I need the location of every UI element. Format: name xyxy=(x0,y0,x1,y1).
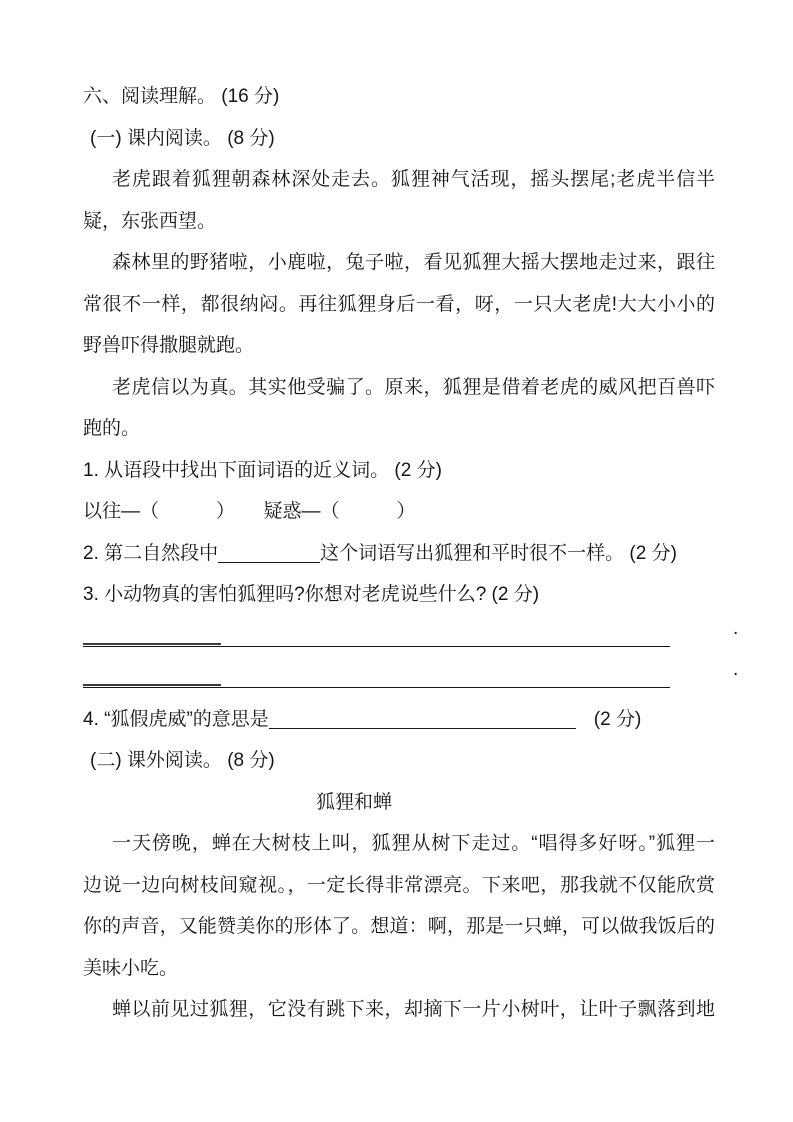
part1-passage-line: 野兽吓得撒腿就跑。 xyxy=(83,335,255,356)
answer-underline xyxy=(83,646,670,647)
part1-passage-line: 跑的。 xyxy=(83,418,141,439)
question-2-blank-underline xyxy=(218,544,320,563)
answer-write-line-1 xyxy=(83,616,739,658)
part1-passage-line: 老虎跟着狐狸朝森林深处走去。狐狸神气活现，摇头摆尾;老虎半信半 xyxy=(112,169,715,190)
section-heading: 六、阅读理解。 (16 分) xyxy=(83,86,280,107)
part1-passage-line: 常很不一样，都很纳闷。再往狐狸身后一看，呀，一只大老虎!大大小小的 xyxy=(83,293,715,315)
question-2 xyxy=(83,533,715,575)
answer-underline xyxy=(83,687,670,688)
question-4-points: (2 分) xyxy=(593,708,642,730)
part1-heading: (一) 课内阅读。 (8 分) xyxy=(90,127,275,149)
part1-passage-line: 森林里的野猪啦，小鹿啦，兔子啦，看见狐狸大摇大摆地走过来，跟往 xyxy=(112,252,715,273)
question-3: 3. 小动物真的害怕狐狸吗?你想对老虎说些什么? (2 分) xyxy=(83,584,540,605)
end-period: . xyxy=(733,617,739,639)
question-1: 1. 从语段中找出下面词语的近义词。 (2 分) xyxy=(83,459,442,481)
end-period: . xyxy=(733,659,739,680)
question-4-prefix: 4. “狐假虎威”的意思是 xyxy=(83,708,269,730)
part2-passage-line: 蝉以前见过狐狸，它没有跳下来，却摘下一片小树叶，让叶子飘落到地 xyxy=(112,999,715,1020)
part2-heading: (二) 课外阅读。 (8 分) xyxy=(90,750,275,771)
part2-passage-line: 你的声音，又能赞美你的形体了。想道：啊，那是一只蝉，可以做我饭后的 xyxy=(83,916,715,937)
question-2-suffix: 这个词语写出狐狸和平时很不一样。 (2 分) xyxy=(320,542,677,564)
part2-passage-line: 美味小吃。 xyxy=(83,957,179,979)
part2-passage-line: 一天傍晚，蝉在大树枝上叫，狐狸从树下走过。“唱得多好呀。”狐狸一 xyxy=(112,833,715,854)
part1-passage-line: 疑，东张西望。 xyxy=(83,210,217,232)
question-1-synonym-blanks: 以往—（ ） 疑惑—（ ） xyxy=(83,501,416,522)
part2-passage-line: 边说一边向树枝间窥视。，一定长得非常漂亮。下来吧，那我就不仅能欣赏 xyxy=(83,874,715,896)
question-4-blank-underline xyxy=(269,710,576,729)
answer-write-line-2 xyxy=(83,657,739,699)
passage-title: 狐狸和蝉 xyxy=(315,791,392,813)
question-4 xyxy=(83,699,715,741)
question-2-prefix: 2. 第二自然段中 xyxy=(83,542,219,564)
part1-passage-line: 老虎信以为真。其实他受骗了。原来，狐狸是借着老虎的威风把百兽吓 xyxy=(112,376,715,398)
